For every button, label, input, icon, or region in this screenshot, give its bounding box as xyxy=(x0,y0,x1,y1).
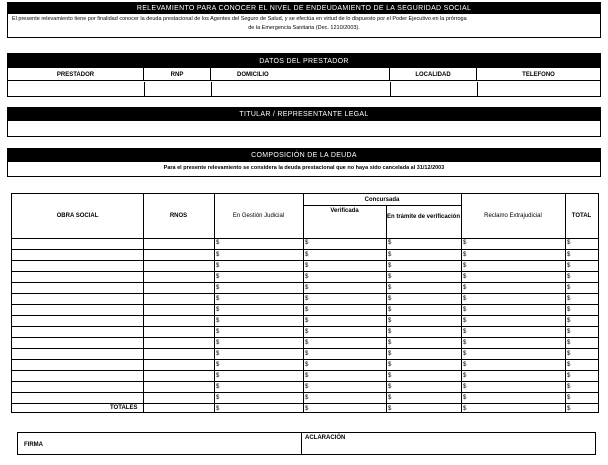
cell-verificada[interactable] xyxy=(303,382,386,392)
currency-symbol: $ xyxy=(567,340,571,346)
currency-symbol: $ xyxy=(216,340,220,346)
currency-symbol: $ xyxy=(305,263,309,269)
table-row xyxy=(12,337,598,348)
table-row xyxy=(12,392,598,403)
signature-box xyxy=(17,432,596,455)
cell-gestion-judicial[interactable] xyxy=(214,327,303,337)
currency-symbol: $ xyxy=(463,351,467,357)
currency-symbol: $ xyxy=(463,285,467,291)
currency-symbol: $ xyxy=(305,285,309,291)
cell-reclamo-extrajudicial[interactable] xyxy=(461,250,565,260)
debt-rows xyxy=(12,238,598,412)
currency-symbol: $ xyxy=(567,395,571,401)
currency-symbol: $ xyxy=(463,318,467,324)
currency-symbol: $ xyxy=(216,318,220,324)
currency-symbol: $ xyxy=(463,274,467,280)
cell-verificada[interactable] xyxy=(303,250,386,260)
cell-en-tramite[interactable] xyxy=(386,349,461,359)
header-intro-line2: de la Emergencia Sanitaria (Dec. 1210/2003). xyxy=(248,25,360,31)
cell-rnos[interactable] xyxy=(143,305,214,315)
cell-gestion-judicial[interactable] xyxy=(214,349,303,359)
composicion-note: Para el presente relevamiento se considera la deuda prestacional que no haya sido cancelada al 31/12/2003 xyxy=(163,165,445,171)
aclaracion-field[interactable] xyxy=(302,433,595,454)
cell-en-tramite[interactable] xyxy=(386,360,461,370)
cell-rnos[interactable] xyxy=(143,238,214,249)
debt-table xyxy=(11,193,599,413)
currency-symbol: $ xyxy=(567,373,571,379)
titular-input[interactable] xyxy=(8,121,600,136)
header-box xyxy=(7,2,601,38)
currency-symbol: $ xyxy=(305,318,309,324)
composicion-title: COMPOSICIÓN DE LA DEUDA xyxy=(8,149,600,162)
cell-reclamo-extrajudicial[interactable] xyxy=(461,327,565,337)
cell-rnos[interactable] xyxy=(143,261,214,271)
currency-symbol: $ xyxy=(216,285,220,291)
cell-en-tramite[interactable] xyxy=(386,283,461,293)
currency-symbol: $ xyxy=(305,351,309,357)
composicion-section xyxy=(7,148,601,177)
cell-obra-social[interactable] xyxy=(12,294,143,304)
currency-symbol: $ xyxy=(463,252,467,258)
th-total: TOTAL xyxy=(571,213,592,219)
aclaracion-label: ACLARACIÓN xyxy=(305,435,346,441)
currency-symbol: $ xyxy=(388,351,392,357)
currency-symbol: $ xyxy=(567,307,571,313)
cell-rnos[interactable] xyxy=(143,327,214,337)
currency-symbol: $ xyxy=(567,351,571,357)
currency-symbol: $ xyxy=(567,274,571,280)
cell-obra-social[interactable] xyxy=(12,305,143,315)
titular-section xyxy=(7,107,601,137)
currency-symbol: $ xyxy=(388,362,392,368)
currency-symbol: $ xyxy=(463,307,467,313)
cell-obra-social[interactable] xyxy=(12,283,143,293)
currency-symbol: $ xyxy=(216,329,220,335)
currency-symbol: $ xyxy=(463,240,467,246)
table-row xyxy=(12,326,598,337)
cell-gestion-judicial[interactable] xyxy=(214,294,303,304)
currency-symbol: $ xyxy=(388,263,392,269)
prestador-header-row xyxy=(8,68,600,81)
cell-verificada[interactable] xyxy=(303,338,386,348)
table-row xyxy=(12,370,598,381)
table-row xyxy=(12,282,598,293)
table-row xyxy=(12,381,598,392)
cell-rnos[interactable] xyxy=(143,294,214,304)
cell-rnos[interactable] xyxy=(143,316,214,326)
cell-reclamo-extrajudicial[interactable] xyxy=(461,272,565,282)
cell-obra-social[interactable] xyxy=(12,272,143,282)
table-row xyxy=(12,249,598,260)
cell-verificada[interactable] xyxy=(303,261,386,271)
currency-symbol: $ xyxy=(305,296,309,302)
currency-symbol: $ xyxy=(567,240,571,246)
currency-symbol: $ xyxy=(567,263,571,269)
col-prestador: PRESTADOR xyxy=(8,68,144,81)
cell-reclamo-extrajudicial[interactable] xyxy=(461,360,565,370)
cell-gestion-judicial[interactable] xyxy=(214,272,303,282)
currency-symbol: $ xyxy=(305,406,309,412)
cell-reclamo-extrajudicial[interactable] xyxy=(461,404,565,414)
cell-gestion-judicial[interactable] xyxy=(214,283,303,293)
cell-gestion-judicial[interactable] xyxy=(214,238,303,249)
cell-en-tramite[interactable] xyxy=(386,250,461,260)
currency-symbol: $ xyxy=(567,318,571,324)
firma-label: FIRMA xyxy=(24,442,43,448)
cell-gestion-judicial[interactable] xyxy=(214,393,303,403)
cell-rnos[interactable] xyxy=(143,283,214,293)
currency-symbol: $ xyxy=(305,384,309,390)
currency-symbol: $ xyxy=(216,351,220,357)
currency-symbol: $ xyxy=(216,384,220,390)
currency-symbol: $ xyxy=(463,340,467,346)
cell-reclamo-extrajudicial[interactable] xyxy=(461,294,565,304)
currency-symbol: $ xyxy=(463,362,467,368)
cell-rnos[interactable] xyxy=(143,371,214,381)
cell-obra-social[interactable] xyxy=(12,393,143,403)
totales-row xyxy=(12,403,598,414)
cell-reclamo-extrajudicial[interactable] xyxy=(461,371,565,381)
currency-symbol: $ xyxy=(388,318,392,324)
currency-symbol: $ xyxy=(388,340,392,346)
cell-reclamo-extrajudicial[interactable] xyxy=(461,382,565,392)
currency-symbol: $ xyxy=(305,274,309,280)
cell-verificada[interactable] xyxy=(303,272,386,282)
table-row xyxy=(12,348,598,359)
cell-gestion-judicial[interactable] xyxy=(214,261,303,271)
cell-verificada[interactable] xyxy=(303,393,386,403)
currency-symbol: $ xyxy=(216,240,220,246)
currency-symbol: $ xyxy=(463,406,467,412)
cell-reclamo-extrajudicial[interactable] xyxy=(461,283,565,293)
currency-symbol: $ xyxy=(216,274,220,280)
currency-symbol: $ xyxy=(463,296,467,302)
currency-symbol: $ xyxy=(388,240,392,246)
cell-gestion-judicial[interactable] xyxy=(214,316,303,326)
cell-en-tramite[interactable] xyxy=(386,382,461,392)
cell-verificada[interactable] xyxy=(303,294,386,304)
currency-symbol: $ xyxy=(388,296,392,302)
currency-symbol: $ xyxy=(388,307,392,313)
cell-rnos[interactable] xyxy=(143,382,214,392)
currency-symbol: $ xyxy=(388,329,392,335)
cell-verificada[interactable] xyxy=(303,316,386,326)
cell-en-tramite[interactable] xyxy=(386,272,461,282)
cell-verificada[interactable] xyxy=(303,238,386,249)
th-concursada: Concursada xyxy=(364,196,400,203)
table-row xyxy=(12,260,598,271)
cell-rnos[interactable] xyxy=(143,250,214,260)
cell-en-tramite[interactable] xyxy=(386,393,461,403)
cell-rnos[interactable] xyxy=(143,338,214,348)
currency-symbol: $ xyxy=(388,285,392,291)
cell-gestion-judicial[interactable] xyxy=(214,338,303,348)
cell-reclamo-extrajudicial[interactable] xyxy=(461,316,565,326)
cell-rnos[interactable] xyxy=(143,349,214,359)
col-telefono: TELEFONO xyxy=(522,71,555,78)
currency-symbol: $ xyxy=(216,395,220,401)
table-row xyxy=(12,359,598,370)
cell-gestion-judicial[interactable] xyxy=(214,250,303,260)
currency-symbol: $ xyxy=(216,307,220,313)
currency-symbol: $ xyxy=(216,362,220,368)
currency-symbol: $ xyxy=(388,252,392,258)
currency-symbol: $ xyxy=(463,395,467,401)
cell-obra-social[interactable] xyxy=(12,238,143,249)
cell-en-tramite[interactable] xyxy=(386,261,461,271)
table-row xyxy=(12,293,598,304)
col-localidad: LOCALIDAD xyxy=(390,68,477,81)
currency-symbol: $ xyxy=(567,384,571,390)
currency-symbol: $ xyxy=(305,373,309,379)
cell-rnos[interactable] xyxy=(143,272,214,282)
currency-symbol: $ xyxy=(463,384,467,390)
currency-symbol: $ xyxy=(388,395,392,401)
cell-verificada[interactable] xyxy=(303,327,386,337)
cell-verificada[interactable] xyxy=(303,360,386,370)
currency-symbol: $ xyxy=(305,307,309,313)
col-domicilio: DOMICILIO xyxy=(211,68,390,81)
prestador-section xyxy=(7,53,601,97)
cell-verificada[interactable] xyxy=(303,404,386,414)
table-row xyxy=(12,304,598,315)
cell-obra-social[interactable] xyxy=(12,250,143,260)
cell-verificada[interactable] xyxy=(303,305,386,315)
header-title: RELEVAMIENTO PARA CONOCER EL NIVEL DE ENDEUDAMIENTO DE LA SEGURIDAD SOCIAL xyxy=(8,3,600,14)
table-row xyxy=(12,315,598,326)
totales-label: TOTALES xyxy=(110,405,138,411)
currency-symbol: $ xyxy=(463,373,467,379)
cell-gestion-judicial[interactable] xyxy=(214,360,303,370)
currency-symbol: $ xyxy=(216,252,220,258)
cell-reclamo-extrajudicial[interactable] xyxy=(461,349,565,359)
cell-obra-social[interactable] xyxy=(12,261,143,271)
cell-en-tramite[interactable] xyxy=(386,338,461,348)
table-row xyxy=(12,271,598,282)
cell-reclamo-extrajudicial[interactable] xyxy=(461,393,565,403)
currency-symbol: $ xyxy=(305,329,309,335)
cell-obra-social[interactable] xyxy=(12,338,143,348)
currency-symbol: $ xyxy=(305,395,309,401)
prestador-input-row[interactable] xyxy=(8,82,600,96)
cell-verificada[interactable] xyxy=(303,371,386,381)
currency-symbol: $ xyxy=(567,296,571,302)
th-rnos: RNOS xyxy=(169,213,188,219)
cell-rnos[interactable] xyxy=(143,360,214,370)
currency-symbol: $ xyxy=(463,329,467,335)
currency-symbol: $ xyxy=(216,296,220,302)
cell-en-tramite[interactable] xyxy=(386,371,461,381)
currency-symbol: $ xyxy=(216,406,220,412)
header-intro-line1: El presente relevamiento tiene por finalidad conocer la deuda prestacional de los Agentes del Seguro de Salud, y se efectúa en virtud de lo dispuesto por el Poder Ejecutivo en la prórroga xyxy=(12,16,467,22)
currency-symbol: $ xyxy=(305,362,309,368)
currency-symbol: $ xyxy=(305,240,309,246)
th-en-tramite: En trámite de verificación xyxy=(386,213,461,220)
currency-symbol: $ xyxy=(388,274,392,280)
cell-reclamo-extrajudicial[interactable] xyxy=(461,261,565,271)
currency-symbol: $ xyxy=(463,263,467,269)
currency-symbol: $ xyxy=(305,340,309,346)
currency-symbol: $ xyxy=(305,252,309,258)
prestador-title: DATOS DEL PRESTADOR xyxy=(8,54,600,68)
table-row xyxy=(12,238,598,249)
cell-gestion-judicial[interactable] xyxy=(214,371,303,381)
cell-gestion-judicial[interactable] xyxy=(214,305,303,315)
cell-en-tramite[interactable] xyxy=(386,305,461,315)
currency-symbol: $ xyxy=(567,252,571,258)
cell-rnos[interactable] xyxy=(143,393,214,403)
cell-verificada[interactable] xyxy=(303,283,386,293)
cell-obra-social[interactable] xyxy=(12,371,143,381)
th-gestion-judicial: En Gestión Judicial xyxy=(232,213,285,219)
currency-symbol: $ xyxy=(216,373,220,379)
currency-symbol: $ xyxy=(388,406,392,412)
th-obra-social: OBRA SOCIAL xyxy=(56,213,99,219)
cell-en-tramite[interactable] xyxy=(386,294,461,304)
cell-obra-social[interactable] xyxy=(12,316,143,326)
th-reclamo-extrajudicial: Reclamo Extrajudicial xyxy=(484,213,542,219)
cell-en-tramite[interactable] xyxy=(386,238,461,249)
cell-en-tramite[interactable] xyxy=(386,404,461,414)
cell-reclamo-extrajudicial[interactable] xyxy=(461,305,565,315)
firma-field[interactable] xyxy=(18,433,301,454)
col-rnp: RNP xyxy=(144,68,211,81)
cell-en-tramite[interactable] xyxy=(386,327,461,337)
cell-obra-social[interactable] xyxy=(12,382,143,392)
currency-symbol: $ xyxy=(567,285,571,291)
currency-symbol: $ xyxy=(567,362,571,368)
cell-gestion-judicial[interactable] xyxy=(214,404,303,414)
cell-en-tramite[interactable] xyxy=(386,316,461,326)
cell-reclamo-extrajudicial[interactable] xyxy=(461,238,565,249)
currency-symbol: $ xyxy=(216,263,220,269)
currency-symbol: $ xyxy=(567,329,571,335)
cell-obra-social[interactable] xyxy=(12,360,143,370)
cell-verificada[interactable] xyxy=(303,349,386,359)
cell-gestion-judicial[interactable] xyxy=(214,382,303,392)
titular-title: TITULAR / REPRESENTANTE LEGAL xyxy=(8,108,600,121)
cell-obra-social[interactable] xyxy=(12,349,143,359)
cell-reclamo-extrajudicial[interactable] xyxy=(461,338,565,348)
th-verificada: Verificada xyxy=(330,208,359,214)
currency-symbol: $ xyxy=(388,373,392,379)
currency-symbol: $ xyxy=(388,384,392,390)
cell-obra-social[interactable] xyxy=(12,327,143,337)
currency-symbol: $ xyxy=(567,406,571,412)
